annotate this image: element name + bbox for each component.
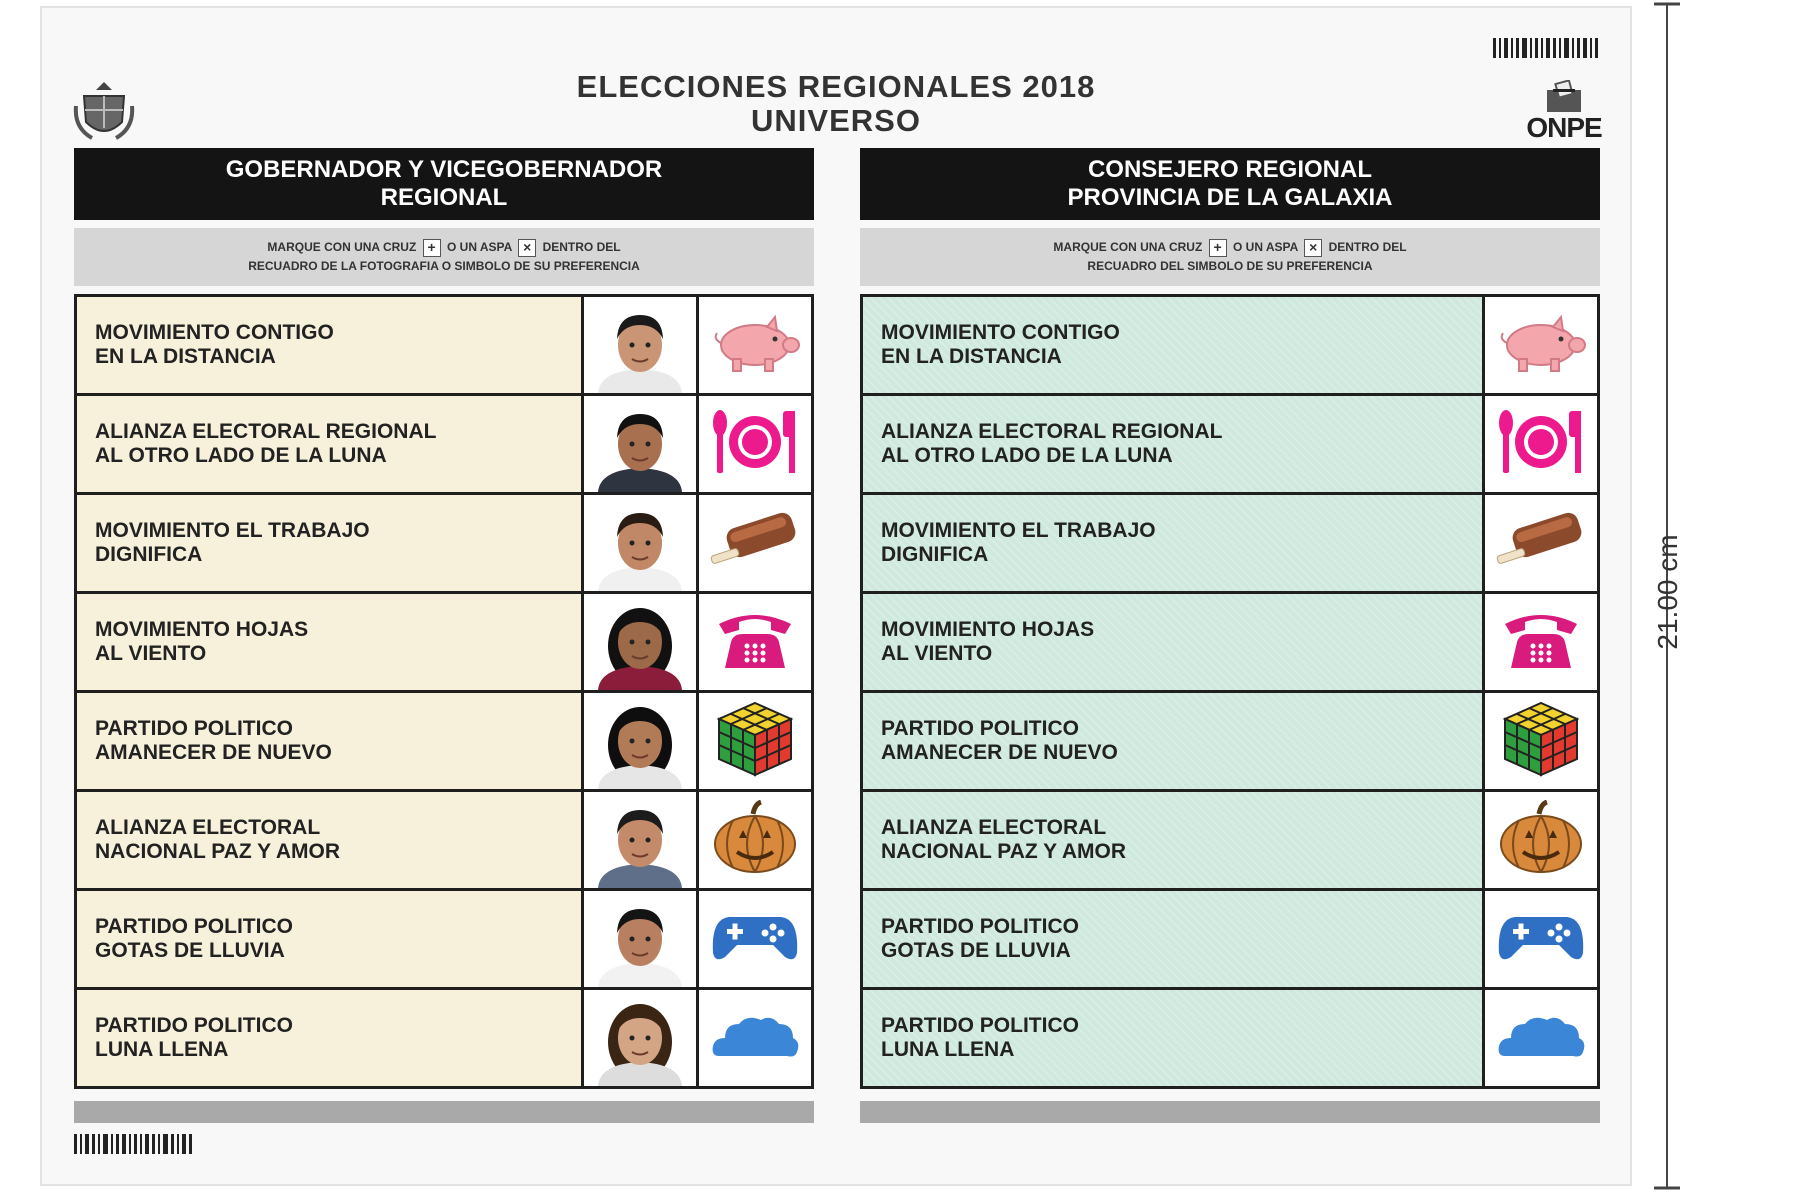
candidate-photo-box[interactable] bbox=[581, 297, 696, 393]
party-name: MOVIMIENTO EL TRABAJO DIGNIFICA bbox=[77, 495, 581, 591]
instr-text-c: DENTRO DEL bbox=[542, 240, 621, 254]
section-header-line-1: CONSEJERO REGIONAL bbox=[1087, 156, 1373, 183]
x-mark-icon: × bbox=[1304, 239, 1322, 257]
section-council bbox=[860, 148, 1600, 1123]
party-symbol-box[interactable] bbox=[696, 297, 811, 393]
barcode-bar bbox=[1530, 38, 1532, 58]
party-symbol-box[interactable] bbox=[1482, 792, 1597, 888]
instructions-line-2: RECUADRO DE LA FOTOGRAFIA O SIMBOLO DE SU PREFERENCIA bbox=[248, 259, 640, 273]
barcode-bar bbox=[1535, 38, 1538, 58]
instr-text-a: MARQUE CON UNA CRUZ bbox=[1053, 240, 1203, 254]
barcode-bar bbox=[140, 1134, 142, 1154]
section-footer-bar bbox=[74, 1101, 814, 1123]
candidate-grid bbox=[860, 294, 1600, 1089]
party-row bbox=[863, 891, 1597, 990]
barcode-bar bbox=[145, 1134, 149, 1154]
party-row bbox=[863, 990, 1597, 1086]
barcode-bar bbox=[98, 1134, 100, 1154]
barcode-bar bbox=[171, 1134, 174, 1154]
instructions-line-1 bbox=[74, 238, 814, 257]
instr-text-b: O UN ASPA bbox=[446, 240, 512, 254]
party-row bbox=[77, 990, 811, 1086]
party-row bbox=[77, 495, 811, 594]
barcode-bar bbox=[182, 1134, 186, 1154]
party-name: ALIANZA ELECTORAL NACIONAL PAZ Y AMOR bbox=[77, 792, 581, 888]
candidate-photo bbox=[590, 697, 690, 789]
barcode-bar bbox=[1559, 38, 1561, 58]
barcode-bar bbox=[158, 1134, 160, 1154]
instr-text-a: MARQUE CON UNA CRUZ bbox=[267, 240, 417, 254]
dimension-label: 21.00 cm bbox=[1652, 534, 1683, 650]
party-name: ALIANZA ELECTORAL REGIONAL AL OTRO LADO DE LA LUNA bbox=[863, 396, 1482, 492]
candidate-photo bbox=[590, 994, 690, 1086]
party-row bbox=[77, 594, 811, 693]
party-row bbox=[77, 297, 811, 396]
barcode-bar bbox=[129, 1134, 131, 1154]
party-name: MOVIMIENTO CONTIGO EN LA DISTANCIA bbox=[863, 297, 1482, 393]
section-governor bbox=[74, 148, 814, 1123]
party-name: MOVIMIENTO HOJAS AL VIENTO bbox=[863, 594, 1482, 690]
party-symbol-box[interactable] bbox=[1482, 693, 1597, 789]
instructions bbox=[860, 228, 1600, 286]
barcode-bar bbox=[1511, 38, 1513, 58]
party-name: PARTIDO POLITICO LUNA LLENA bbox=[863, 990, 1482, 1086]
party-symbol-box[interactable] bbox=[1482, 990, 1597, 1086]
party-symbol-box[interactable] bbox=[1482, 594, 1597, 690]
candidate-photo-box[interactable] bbox=[581, 891, 696, 987]
party-name: MOVIMIENTO CONTIGO EN LA DISTANCIA bbox=[77, 297, 581, 393]
section-header-line-1: GOBERNADOR Y VICEGOBERNADOR bbox=[225, 156, 663, 183]
barcode-bar bbox=[1516, 38, 1519, 58]
barcode-bar bbox=[163, 1134, 168, 1154]
candidate-photo bbox=[590, 895, 690, 987]
cloud-icon bbox=[1495, 1010, 1587, 1067]
cloud-icon bbox=[709, 1010, 801, 1067]
cross-icon: + bbox=[1209, 239, 1227, 257]
ballot-box-icon bbox=[1541, 80, 1587, 114]
barcode-bar bbox=[1590, 38, 1592, 58]
party-name: PARTIDO POLITICO GOTAS DE LLUVIA bbox=[863, 891, 1482, 987]
party-symbol-box[interactable] bbox=[1482, 495, 1597, 591]
barcode-bar bbox=[122, 1134, 126, 1154]
party-symbol-box[interactable] bbox=[696, 891, 811, 987]
candidate-photo-box[interactable] bbox=[581, 792, 696, 888]
party-name: MOVIMIENTO HOJAS AL VIENTO bbox=[77, 594, 581, 690]
party-row bbox=[863, 396, 1597, 495]
party-symbol-box[interactable] bbox=[1482, 891, 1597, 987]
section-footer-bar bbox=[860, 1101, 1600, 1123]
party-name: PARTIDO POLITICO AMANECER DE NUEVO bbox=[863, 693, 1482, 789]
candidate-photo bbox=[590, 301, 690, 393]
barcode-bottom bbox=[74, 1134, 192, 1154]
instr-text-b: O UN ASPA bbox=[1232, 240, 1298, 254]
barcode-bar bbox=[103, 1134, 108, 1154]
barcode-bar bbox=[1493, 38, 1496, 58]
party-symbol-box[interactable] bbox=[696, 792, 811, 888]
instr-text-c: DENTRO DEL bbox=[1328, 240, 1407, 254]
instructions-line-2: RECUADRO DEL SIMBOLO DE SU PREFERENCIA bbox=[1087, 259, 1373, 273]
party-name: MOVIMIENTO EL TRABAJO DIGNIFICA bbox=[863, 495, 1482, 591]
instructions bbox=[74, 228, 814, 286]
party-row bbox=[863, 594, 1597, 693]
rubik-cube-icon bbox=[715, 699, 795, 784]
cross-icon: + bbox=[423, 239, 441, 257]
barcode-bar bbox=[1572, 38, 1574, 58]
section-header bbox=[74, 148, 814, 220]
barcode-bar bbox=[177, 1134, 179, 1154]
title-line-1: ELECCIONES REGIONALES 2018 bbox=[576, 69, 1096, 104]
barcode-bar bbox=[116, 1134, 119, 1154]
candidate-photo bbox=[590, 499, 690, 591]
party-symbol-box[interactable] bbox=[1482, 297, 1597, 393]
plate-cutlery-icon bbox=[1495, 407, 1587, 482]
ice-cream-bar-icon bbox=[709, 508, 801, 579]
party-row bbox=[77, 693, 811, 792]
pumpkin-icon bbox=[709, 800, 801, 881]
candidate-photo-box[interactable] bbox=[581, 990, 696, 1086]
party-row bbox=[863, 495, 1597, 594]
candidate-grid bbox=[74, 294, 814, 1089]
candidate-photo bbox=[590, 598, 690, 690]
ballot-title bbox=[42, 70, 1630, 138]
party-symbol-box[interactable] bbox=[696, 990, 811, 1086]
x-mark-icon: × bbox=[518, 239, 536, 257]
section-header bbox=[860, 148, 1600, 220]
barcode-bar bbox=[1522, 38, 1527, 58]
party-row bbox=[863, 297, 1597, 396]
barcode-bar bbox=[111, 1134, 113, 1154]
barcode-bar bbox=[92, 1134, 95, 1154]
barcode-bar bbox=[85, 1134, 89, 1154]
telephone-icon bbox=[713, 606, 797, 679]
pig-icon bbox=[709, 313, 801, 378]
party-row bbox=[77, 792, 811, 891]
barcode-top bbox=[1493, 38, 1598, 58]
barcode-bar bbox=[1504, 38, 1508, 58]
telephone-icon bbox=[1499, 606, 1583, 679]
party-symbol-box[interactable] bbox=[696, 495, 811, 591]
barcode-bar bbox=[1546, 38, 1550, 58]
candidate-photo-box[interactable] bbox=[581, 396, 696, 492]
plate-cutlery-icon bbox=[709, 407, 801, 482]
onpe-logo bbox=[1524, 80, 1604, 142]
party-symbol-box[interactable] bbox=[696, 693, 811, 789]
barcode-bar bbox=[1541, 38, 1543, 58]
candidate-photo-box[interactable] bbox=[581, 495, 696, 591]
barcode-bar bbox=[1553, 38, 1556, 58]
party-symbol-box[interactable] bbox=[1482, 396, 1597, 492]
pumpkin-icon bbox=[1495, 800, 1587, 881]
party-name: ALIANZA ELECTORAL REGIONAL AL OTRO LADO DE LA LUNA bbox=[77, 396, 581, 492]
barcode-bar bbox=[74, 1134, 77, 1154]
title-line-2: UNIVERSO bbox=[751, 103, 921, 138]
candidate-photo bbox=[590, 400, 690, 492]
section-header-line-2: REGIONAL bbox=[380, 184, 508, 211]
ballot-sheet bbox=[40, 6, 1632, 1186]
section-header-line-2: PROVINCIA DE LA GALAXIA bbox=[1067, 184, 1393, 211]
barcode-bar bbox=[1564, 38, 1569, 58]
barcode-bar bbox=[1577, 38, 1580, 58]
party-row bbox=[863, 792, 1597, 891]
barcode-bar bbox=[1583, 38, 1587, 58]
barcode-bar bbox=[1499, 38, 1501, 58]
barcode-bar bbox=[80, 1134, 82, 1154]
party-row bbox=[77, 396, 811, 495]
ice-cream-bar-icon bbox=[1495, 508, 1587, 579]
party-symbol-box[interactable] bbox=[696, 594, 811, 690]
party-row bbox=[77, 891, 811, 990]
gamepad-icon bbox=[709, 909, 801, 970]
barcode-bar bbox=[189, 1134, 192, 1154]
rubik-cube-icon bbox=[1501, 699, 1581, 784]
candidate-photo-box[interactable] bbox=[581, 594, 696, 690]
onpe-logo-text: ONPE bbox=[1526, 112, 1602, 143]
candidate-photo bbox=[590, 796, 690, 888]
pig-icon bbox=[1495, 313, 1587, 378]
barcode-bar bbox=[152, 1134, 155, 1154]
party-name: PARTIDO POLITICO AMANECER DE NUEVO bbox=[77, 693, 581, 789]
party-name: PARTIDO POLITICO GOTAS DE LLUVIA bbox=[77, 891, 581, 987]
barcode-bar bbox=[134, 1134, 137, 1154]
party-row bbox=[863, 693, 1597, 792]
instructions-line-1 bbox=[860, 238, 1600, 257]
party-name: PARTIDO POLITICO LUNA LLENA bbox=[77, 990, 581, 1086]
party-name: ALIANZA ELECTORAL NACIONAL PAZ Y AMOR bbox=[863, 792, 1482, 888]
gamepad-icon bbox=[1495, 909, 1587, 970]
candidate-photo-box[interactable] bbox=[581, 693, 696, 789]
party-symbol-box[interactable] bbox=[696, 396, 811, 492]
barcode-bar bbox=[1595, 38, 1598, 58]
